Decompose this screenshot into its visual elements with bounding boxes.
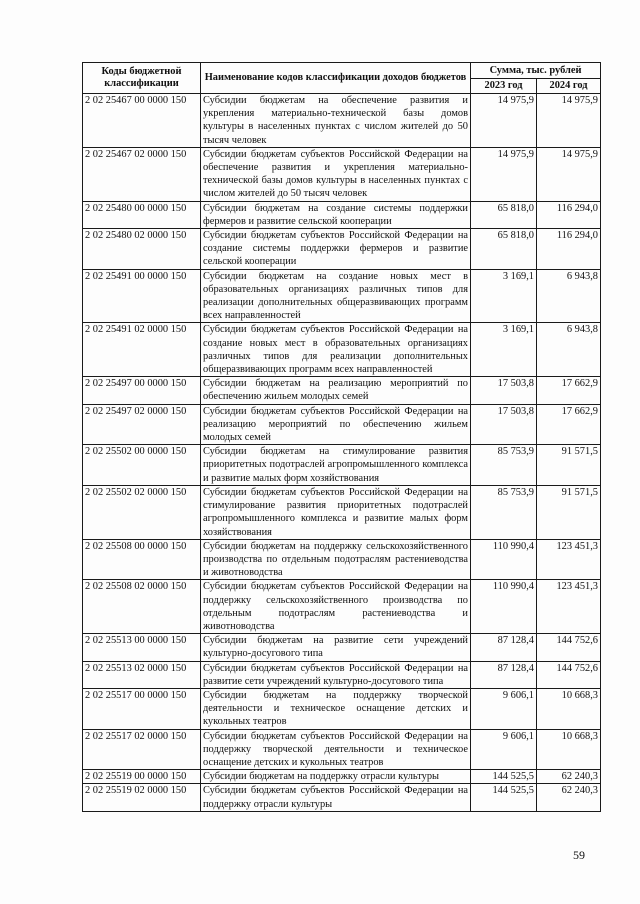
code-cell: 2 02 25517 02 0000 150	[83, 729, 201, 770]
table-row	[83, 323, 601, 377]
amount-2023-cell: 87 128,4	[471, 661, 537, 688]
name-cell: Субсидии бюджетам на развитие сети учреждений культурно-досугового типа	[201, 634, 471, 661]
amount-2024-cell: 123 451,3	[537, 539, 601, 580]
name-cell: Субсидии бюджетам на реализацию мероприятий по обеспечению жильем молодых семей	[201, 377, 471, 404]
header-year-2024: 2024 год	[537, 79, 601, 94]
name-cell: Субсидии бюджетам субъектов Российской Федерации на поддержку сельскохозяйственного производства по отдельным подотраслям растениеводства и животноводства	[201, 580, 471, 634]
name-cell: Субсидии бюджетам субъектов Российской Федерации на реализацию мероприятий по обеспечению жильем молодых семей	[201, 404, 471, 445]
table-row	[83, 784, 601, 811]
amount-2024-cell: 116 294,0	[537, 229, 601, 270]
amount-2023-cell: 9 606,1	[471, 729, 537, 770]
table-row	[83, 404, 601, 445]
amount-2023-cell: 110 990,4	[471, 539, 537, 580]
amount-2024-cell: 144 752,6	[537, 661, 601, 688]
amount-2024-cell: 6 943,8	[537, 269, 601, 323]
name-cell: Субсидии бюджетам на поддержку отрасли культуры	[201, 770, 471, 784]
amount-2023-cell: 65 818,0	[471, 229, 537, 270]
table-row	[83, 661, 601, 688]
table-row	[83, 580, 601, 634]
table-row	[83, 201, 601, 228]
name-cell: Субсидии бюджетам на создание новых мест в образовательных организациях различных типов для реализации дополнительных общеразвивающих программ всех направленностей	[201, 269, 471, 323]
table-row	[83, 229, 601, 270]
amount-2024-cell: 17 662,9	[537, 404, 601, 445]
amount-2024-cell: 17 662,9	[537, 377, 601, 404]
table-row	[83, 94, 601, 148]
header-year-2023: 2023 год	[471, 79, 537, 94]
table-row	[83, 147, 601, 201]
amount-2023-cell: 144 525,5	[471, 770, 537, 784]
code-cell: 2 02 25467 00 0000 150	[83, 94, 201, 148]
code-cell: 2 02 25467 02 0000 150	[83, 147, 201, 201]
code-cell: 2 02 25480 02 0000 150	[83, 229, 201, 270]
header-sum: Сумма, тыс. рублей	[471, 63, 601, 79]
page-number: 59	[573, 848, 585, 862]
amount-2023-cell: 85 753,9	[471, 445, 537, 486]
amount-2023-cell: 17 503,8	[471, 404, 537, 445]
name-cell: Субсидии бюджетам на поддержку сельскохозяйственного производства по отдельным подотраслям растениеводства и животноводства	[201, 539, 471, 580]
name-cell: Субсидии бюджетам на создание системы поддержки фермеров и развитие сельской кооперации	[201, 201, 471, 228]
amount-2023-cell: 9 606,1	[471, 688, 537, 729]
amount-2023-cell: 3 169,1	[471, 269, 537, 323]
amount-2023-cell: 14 975,9	[471, 147, 537, 201]
code-cell: 2 02 25519 00 0000 150	[83, 770, 201, 784]
amount-2024-cell: 91 571,5	[537, 445, 601, 486]
amount-2023-cell: 85 753,9	[471, 485, 537, 539]
amount-2024-cell: 116 294,0	[537, 201, 601, 228]
amount-2024-cell: 123 451,3	[537, 580, 601, 634]
amount-2023-cell: 65 818,0	[471, 201, 537, 228]
amount-2024-cell: 14 975,9	[537, 147, 601, 201]
code-cell: 2 02 25497 02 0000 150	[83, 404, 201, 445]
amount-2024-cell: 10 668,3	[537, 688, 601, 729]
table-row	[83, 634, 601, 661]
table-header	[83, 63, 601, 94]
code-cell: 2 02 25502 02 0000 150	[83, 485, 201, 539]
name-cell: Субсидии бюджетам субъектов Российской Федерации на поддержку творческой деятельности и техническое оснащение детских и кукольных театров	[201, 729, 471, 770]
amount-2023-cell: 17 503,8	[471, 377, 537, 404]
amount-2023-cell: 3 169,1	[471, 323, 537, 377]
amount-2023-cell: 110 990,4	[471, 580, 537, 634]
code-cell: 2 02 25480 00 0000 150	[83, 201, 201, 228]
name-cell: Субсидии бюджетам на поддержку творческой деятельности и техническое оснащение детских и кукольных театров	[201, 688, 471, 729]
code-cell: 2 02 25502 00 0000 150	[83, 445, 201, 486]
table-row	[83, 377, 601, 404]
code-cell: 2 02 25508 00 0000 150	[83, 539, 201, 580]
name-cell: Субсидии бюджетам на стимулирование развития приоритетных подотраслей агропромышленного комплекса и развитие малых форм хозяйствования	[201, 445, 471, 486]
code-cell: 2 02 25497 00 0000 150	[83, 377, 201, 404]
code-cell: 2 02 25508 02 0000 150	[83, 580, 201, 634]
name-cell: Субсидии бюджетам субъектов Российской Федерации на создание системы поддержки фермеров и развитие сельской кооперации	[201, 229, 471, 270]
table-row	[83, 269, 601, 323]
table-row	[83, 445, 601, 486]
code-cell: 2 02 25491 00 0000 150	[83, 269, 201, 323]
table-row	[83, 539, 601, 580]
amount-2023-cell: 14 975,9	[471, 94, 537, 148]
table-row	[83, 770, 601, 784]
code-cell: 2 02 25513 02 0000 150	[83, 661, 201, 688]
amount-2023-cell: 144 525,5	[471, 784, 537, 811]
amount-2023-cell: 87 128,4	[471, 634, 537, 661]
code-cell: 2 02 25513 00 0000 150	[83, 634, 201, 661]
budget-table	[82, 62, 601, 812]
amount-2024-cell: 10 668,3	[537, 729, 601, 770]
amount-2024-cell: 62 240,3	[537, 770, 601, 784]
code-cell: 2 02 25519 02 0000 150	[83, 784, 201, 811]
amount-2024-cell: 91 571,5	[537, 485, 601, 539]
amount-2024-cell: 144 752,6	[537, 634, 601, 661]
table-body	[83, 94, 601, 812]
header-code: Коды бюджетной классификации	[83, 63, 201, 94]
name-cell: Субсидии бюджетам субъектов Российской Федерации на обеспечение развития и укрепления материально-технической базы домов культуры в населенных пунктах с числом жителей до 50 тысяч человек	[201, 147, 471, 201]
name-cell: Субсидии бюджетам на обеспечение развития и укрепления материально-технической базы домов культуры в населенных пунктах с числом жителей до 50 тысяч человек	[201, 94, 471, 148]
name-cell: Субсидии бюджетам субъектов Российской Федерации на стимулирование развития приоритетных подотраслей агропромышленного комплекса и развитие малых форм хозяйствования	[201, 485, 471, 539]
amount-2024-cell: 62 240,3	[537, 784, 601, 811]
name-cell: Субсидии бюджетам субъектов Российской Федерации на создание новых мест в образовательных организациях различных типов для реализации дополнительных общеразвивающих программ всех направленностей	[201, 323, 471, 377]
table-row	[83, 485, 601, 539]
header-name: Наименование кодов классификации доходов бюджетов	[201, 63, 471, 94]
name-cell: Субсидии бюджетам субъектов Российской Федерации на развитие сети учреждений культурно-досугового типа	[201, 661, 471, 688]
code-cell: 2 02 25517 00 0000 150	[83, 688, 201, 729]
code-cell: 2 02 25491 02 0000 150	[83, 323, 201, 377]
amount-2024-cell: 6 943,8	[537, 323, 601, 377]
amount-2024-cell: 14 975,9	[537, 94, 601, 148]
name-cell: Субсидии бюджетам субъектов Российской Федерации на поддержку отрасли культуры	[201, 784, 471, 811]
table-row	[83, 729, 601, 770]
table-row	[83, 688, 601, 729]
